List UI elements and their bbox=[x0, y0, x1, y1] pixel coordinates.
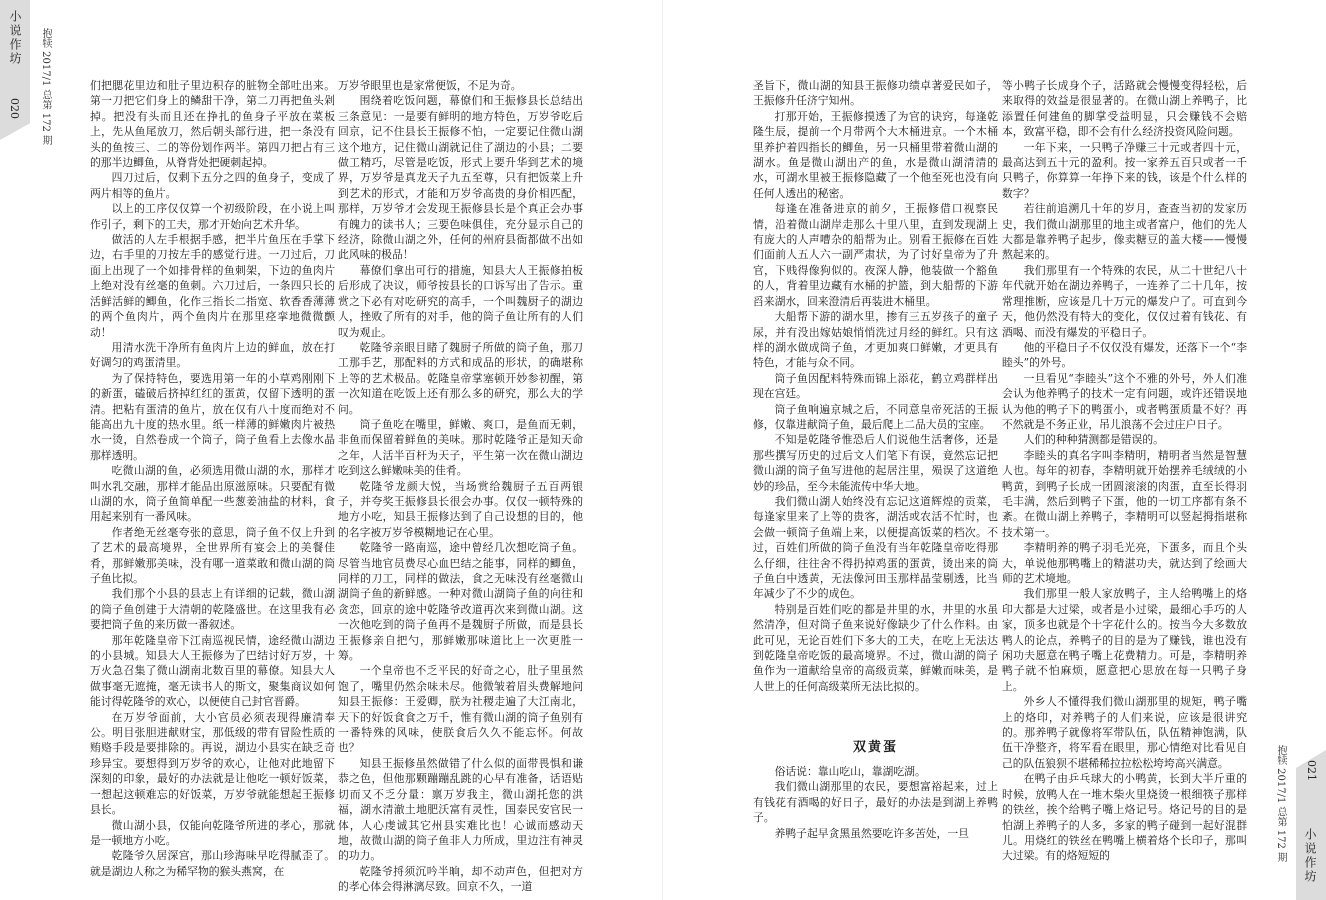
paragraph: 乾隆爷一路南巡，途中曾经几次想吃筒子鱼。尽管当地官员费尽心血巴结之能事，同样的鲫鱼，同样的刀工，同样的做法，食之无味没有丝毫微山湖筒子鱼的新鲜感。一种对微山湖筒子鱼的向往和贪恋，回京的途中乾隆爷改道再次来到微山湖。这一次他吃到的筒子鱼再不是魏厨子所做，而是县长王振修亲自把勺，那鲜嫩那味道比上一次更胜一筹。 bbox=[338, 541, 583, 663]
paragraph: 做活的人左手根据手感，把半片鱼压在手掌下边，右手里的刀按左手的感觉行进。一刀过后，刀面上出现了一个如排骨样的鱼刺架，下边的鱼肉片上绝对没有丝毫的鱼刺。六刀过后，一条四只长的活鲜活鲜的鲫鱼，化作三指长二指宽、软香香薄薄的两个鱼肉片，两个鱼肉片在那里痉挛地微微颤动！ bbox=[90, 233, 335, 339]
story-title: 双黄蛋 bbox=[852, 740, 898, 755]
paragraph: 四刀过后，仅剩下五分之四的鱼身子，变成了两片相等的鱼片。 bbox=[90, 171, 335, 200]
text-column-3-lower bbox=[753, 764, 998, 884]
paragraph: 作者绝无丝毫夸张的意思，筒子鱼不仅上升到了艺术的最高境界，全世界所有宴会上的美餐佳肴，那鲜嫩那美味，没有哪一道菜敢和微山湖的筒子鱼比拟。 bbox=[90, 525, 335, 585]
paragraph: 他的平稳日子不仅仅没有爆发，还落下一个“李睦头”的外号。 bbox=[1002, 340, 1247, 370]
paragraph: 微山湖小县，仅能向乾隆爷所进的孝心，那就是一顿地方小吃。 bbox=[90, 818, 335, 847]
paragraph: 们把腮花里边和肚子里边积存的脏物全部吐出来。第一刀把它们身上的鳞甜干净，第二刀再把鱼头剁掉。把没有头而且还在挣扎的鱼身子平放在菜板上，先从鱼尾放刀，然后朝头部行进，把一条没有头的鱼按三、二的等份划作两半。第四刀把占有三的那半边鲫鱼，从脊背处把硬刺起掉。 bbox=[90, 79, 335, 170]
paragraph: 乾隆爷久居深宫，那山珍海味早吃得腻歪了。就是湖边人称之为稀罕物的猴头燕窝，在 bbox=[90, 849, 335, 878]
section-title-left: 小说作坊 bbox=[8, 10, 22, 66]
paragraph: 李睦头的真名字叫李精明，精明者当然是智慧人也。每年的初春，李精明就开始摆养毛绒绒的小鸭黄，到鸭子长成一团圆滚滚的肉蛋，直至长得羽毛丰满，然后到鸭子下蛋，他的一切工序都有条不紊。在微山湖上养鸭子，李精明可以竖起拇指堪称技术第一。 bbox=[1002, 448, 1247, 539]
paragraph: 外乡人不懂得我们微山湖那里的规矩，鸭子嘴上的烙印，对养鸭子的人们来说，应该是很讲究的。那养鸭子就像将军带队伍，队伍精神饱满，队伍干净整齐，将军看在眼里，那心情绝对比看见自己的队伍狼狈不堪稀稀拉拉松松垮垮高兴满意。 bbox=[1002, 695, 1247, 770]
page-number-right: 021 bbox=[1305, 760, 1318, 781]
paragraph: 幕僚们拿出可行的措施，知县大人王振修拍板后形成了决议，师爷按县长的口诉写出了告示。重赏之下必有对吃研究的高手，一个叫魏厨子的湖边人，挫败了所有的对手，他的筒子鱼让所有的人们叹为观止。 bbox=[338, 263, 583, 339]
paragraph: 那年乾隆皇帝下江南巡视民情，途经微山湖边的小县城。知县大人王振修为了巴结讨好万岁，十万火急召集了微山湖南北数百里的幕僚。知县大人做事毫无遮掩，毫无读书人的斯文，聚集商议如何能讨得乾隆爷的欢心，以便使自己封官晋爵。 bbox=[90, 633, 335, 709]
paragraph: 以上的工序仅仅算一个初级阶段，在小说上叫作引子，剩下的工夫，那才开始向艺术升华。 bbox=[90, 202, 335, 231]
text-column-1 bbox=[90, 78, 335, 878]
paragraph: 筒子鱼吃在嘴里，鲜嫩、爽口，是鱼而无刺，非鱼而保留着鲜鱼的美味。那时乾隆爷正是知天命之年，人活半百杆为天子，平生第一次在微山湖边吃到这么鲜嫩味美的佳肴。 bbox=[338, 417, 583, 478]
paragraph: 为了保持特色，要选用第一年的小草鸡刚刚下的新蛋，磕破后挤掉红红的蛋黄，仅留下透明的蛋清。把粘有蛋清的鱼片，放在仅有八十度而绝对不能高出九十度的热水里。纸一样薄的鲜嫩肉片被热水一烫，自然卷成一个筒子，筒子鱼看上去像水晶那样透明。 bbox=[90, 371, 335, 462]
paragraph: 一个皇帝也不乏平民的好奇之心，肚子里虽然饱了，嘴里仍然余味未尽。他微皱着眉头费解地问知县王振修：王爱卿，朕为社稷走遍了大江南北，天下的好饭食食之万千，惟有微山湖的筒子鱼别有一番特殊的风味，使朕食后久久不能忘怀。何故也？ bbox=[338, 664, 583, 755]
paragraph: 一旦看见“李睦头”这个不雅的外号，外人们准会认为他养鸭子的技术一定有问题，或许还错误地认为他的鸭子下的鸭蛋小，或者鸭蛋质量不好？再不然就是不务正业，吊儿浪荡不会过庄户日子。 bbox=[1002, 371, 1247, 431]
paragraph: 围绕着吃饭问题，幕僚们和王振修县长总结出三条意见：一是要有鲜明的地方特色，万岁爷吃后回京，记不住县长王振修不怕，一定要记住微山湖这个地方，记住微山湖就记住了湖边的小县；二要做工精巧，尽管是吃饭，形式上要升华到艺术的境界，万岁爷是真龙天子九五至尊，只有把饭菜上升到艺术的形式，才能和万岁爷高贵的身价相匹配，那样，万岁爷才会发现王振修县长是个真正会办事有魄力的读书人；三要色味俱佳，充分显示自己的经济，除微山湖之外，任何的州府县衙都做不出如此风味的极品！ bbox=[338, 94, 583, 262]
paragraph: 等小鸭子长成身个子，活路就会慢慢变得轻松，后来取得的效益是很显著的。在微山湖上养鸭子，比添置任何建鱼的脚掌受益明显，只会赚钱不会赔本，致富平稳，即不会有什么经济投资风险问题。 bbox=[1002, 79, 1247, 139]
text-column-3 bbox=[753, 78, 998, 723]
paragraph: 人们的种种猜测都是错误的。 bbox=[1023, 433, 1164, 447]
text-column-4 bbox=[1002, 78, 1247, 878]
paragraph: 筒子鱼因配料特殊而锦上添花，鹤立鸡群样出现在宫廷。 bbox=[753, 371, 998, 401]
paragraph: 我们微山湖人始终没有忘记这道辉煌的贡菜，每逢家里来了上等的贵客，湖活或农活不忙时，也会做一顿筒子鱼端上来，以便提高饭菜的档次。不过，百姓们所做的筒子鱼没有当年乾隆皇帝吃得那么仔细，往往舍不得扔掉鸡蛋的蛋黄，烫出来的筒子鱼白中透黄，无法像河田玉那样晶莹剔透，比当年减少了不少的成色。 bbox=[753, 494, 998, 601]
paragraph: 知县王振修虽然做错了什么似的面带畏惧和谦恭之色，但他那颗蹦蹦乱跳的心早有准备，话语贴切而又不乏分量：禀万岁我主，微山湖托您的洪福，湖水清澈土地肥沃富有灵性，国泰民安官民一体，人心虔诚其它州县实难比也！心诚而感动天地，故微山湖的筒子鱼非人力所成，里边注有神灵的功力。 bbox=[338, 756, 583, 863]
paragraph: 不知是乾隆爷惟恐后人们说他生活奢侈，还是那些撰写历史的过后文人们笔下有误，竟然忘记把微山湖的筒子鱼写进他的起居注里，殒误了这道绝妙的珍品，至今未能流传中华大地。 bbox=[753, 433, 998, 493]
paragraph: 我们那个小县的县志上有详细的记载，微山湖的筒子鱼创建于大清朝的乾隆盛世。在这里我有必要把筒子鱼的来历做一番叙述。 bbox=[90, 587, 335, 632]
section-title-right: 小说作坊 bbox=[1303, 828, 1317, 884]
text-column-2 bbox=[338, 78, 583, 894]
paragraph: 吃微山湖的鱼，必须选用微山湖的水，那样才叫水乳交融，那样才能品出原滋原味。只要配有微山湖的水，筒子鱼简单配一些葱姜油盐的材料，食用起来别有一番风味。 bbox=[90, 464, 335, 524]
paragraph: 乾隆爷龙颜大悦，当场赏给魏厨子五百两银子，并夸奖王振修县长很会办事。仅仅一顿特殊的地方小吃，知县王振修达到了自己设想的目的，他的名字被万岁爷模糊地记在心里。 bbox=[338, 479, 583, 539]
paragraph: 圣旨下，微山湖的知县王振修功绩卓著爱民如子，王振修升任济宁知州。 bbox=[753, 79, 998, 108]
paragraph: 养鸭子起早贪黑虽然要吃许多苦处，一旦 bbox=[774, 826, 969, 840]
paragraph: 大船帮下游的湖水里，掺有三五岁孩子的童子尿，并有没出嫁姑娘悄悄洗过月经的鲜红。只有这样的湖水做成筒子鱼，才更加爽口鲜嫩，才更具有特色，才能与众不同。 bbox=[753, 310, 998, 370]
paragraph: 若往前追溯几十年的岁月，查查当初的发家历史，我们微山湖那里的地主或者富户，他们的先人大都是靠养鸭子起步，像卖糖豆的盖大楼——慢慢熬起来的。 bbox=[1002, 202, 1247, 262]
paragraph: 乾隆爷捋须沉吟半晌，却不动声色，但把对方的孝心体会得淋漓尽致。回京不久，一道 bbox=[338, 864, 583, 894]
issue-info-left: 抱犊 2017/1 总第 172 期 bbox=[40, 28, 51, 145]
issue-info-right: 抱犊 2017/1 总第 172 期 bbox=[1275, 745, 1286, 862]
paragraph: 俗话说：靠山吃山，靠湖吃湖。 bbox=[774, 765, 926, 778]
paragraph: 用清水洗干净所有鱼肉片上边的鲜血，放在打好调匀的鸡蛋清里。 bbox=[90, 340, 335, 370]
paragraph: 一年下来，一只鸭子净赚三十元或者四十元，最高达到五十元的盈利。按一家养五百只或者一千只鸭子，你算算一年挣下来的钱，该是个什么样的数字？ bbox=[1002, 140, 1247, 200]
paragraph: 我们微山湖那里的农民，要想富裕起来，过上有钱花有酒喝的好日子，最好的办法是到湖上养鸭子。 bbox=[753, 780, 998, 825]
paragraph: 在万岁爷面前，大小官员必须表现得廉清奉公。明目张胆进献财宝，那低级的带有冒险性质的贿赂手段是要排除的。再说，湖边小县实在缺乏奇珍异宝。要想得到万岁爷的欢心，让他对此地留下深刻的印象，最好的办法就是让他吃一顿好饭菜，一想起这顿难忘的好饭菜，万岁爷就能想起王振修县长。 bbox=[90, 710, 335, 817]
paragraph: 打那开始，王振修摸透了为官的诀窍，每逢乾隆生辰，提前一个月带两个大木桶进京。一个木桶里养护着四指长的鲫鱼，另一只桶里带着微山湖的湖水。鱼是微山湖出产的鱼，水是微山湖清清的水，可湖水里被王振修隐藏了一个他至死也没有向任何人透出的秘密。 bbox=[753, 109, 998, 200]
paragraph: 我们那里一般人家放鸭子，主人给鸭嘴上的烙印大都是大过梁，或者是小过梁，最细心手巧的人家，顶多也就是个十字花什么的。按当今大多数放鸭人的论点，养鸭子的目的是为了赚钱，谁也没有闲功夫愿意在鸭子嘴上花费精力。可是，李精明养鸭子就不怕麻烦，愿意把心思放在每一只鸭子身上。 bbox=[1002, 587, 1247, 693]
paragraph: 特别是百姓们吃的都是井里的水，井里的水虽然清净，但对筒子鱼来说好像缺少了什么作料。由此可见，无论百姓们下多大的工夫，在吃上无法达到乾隆皇帝吃饭的最高境界。不过，微山湖的筒子鱼作为一道献给皇帝的高级贡菜，鲜嫩而味美，是人世上的任何高级菜所无法比拟的。 bbox=[753, 602, 998, 693]
paragraph: 每逢在准备进京的前夕，王振修借口视察民情，沿着微山湖岸走那么十里八里，直到发现湖上有庞大的人声嘈杂的船帮为止。别看王振修在百姓们面前人五人六一副严肃状，为了讨好皇帝为了升官，下贱得像狗似的。夜深人静，他装做一个豁鱼的人，背着里边藏有水桶的护篮，到大船帮的下游舀来湖水，回来澄清后再装进木桶里。 bbox=[753, 202, 998, 308]
paragraph: 在鸭子由乒乓球大的小鸭黄，长到大半斤重的时候，放鸭人在一堆木柴火里烧烫一根细筷子那样的铁丝，挨个给鸭子嘴上烙记号。烙记号的目的是怕湖上养鸭子的人多，多家的鸭子碰到一起好混群儿。用烧红的铁丝在鸭嘴上横着烙个长印子，那叫大过梁。有的烙短短的 bbox=[1002, 772, 1247, 863]
right-page bbox=[663, 0, 1326, 900]
paragraph: 万岁爷眼里也是家常便饭，不足为奇。 bbox=[338, 79, 522, 92]
paragraph: 筒子鱼响遍京城之后，不同意皇帝死活的王振修，仅靠进献筒子鱼，最后爬上二品大员的宝座。 bbox=[753, 402, 998, 431]
paragraph: 乾隆爷亲眼目睹了魏厨子所做的筒子鱼，那刀工那手艺，那配料的方式和成品的形状，的确堪称上等的艺术极品。乾隆皇帝掌塞顿开妙参初醒，第一次知道在吃饭上还有那么多的研究，那么大的学问。 bbox=[338, 340, 583, 416]
page-number-left: 020 bbox=[8, 98, 21, 119]
paragraph: 李精明养的鸭子羽毛光亮，下蛋多，而且个头大，单说他那鸭嘴上的精湛功夫，就达到了绘画大师的艺术境地。 bbox=[1002, 541, 1247, 585]
paragraph: 我们那里有一个特殊的农民，从二十世纪八十年代就开始在湖边养鸭子，一连养了二十几年，按常理推断，应该是几十万元的爆发户了。可直到今天，他仍然没有特大的变化，仅仅过着有钱花、有酒喝、而没有爆发的平稳日子。 bbox=[1002, 263, 1247, 339]
